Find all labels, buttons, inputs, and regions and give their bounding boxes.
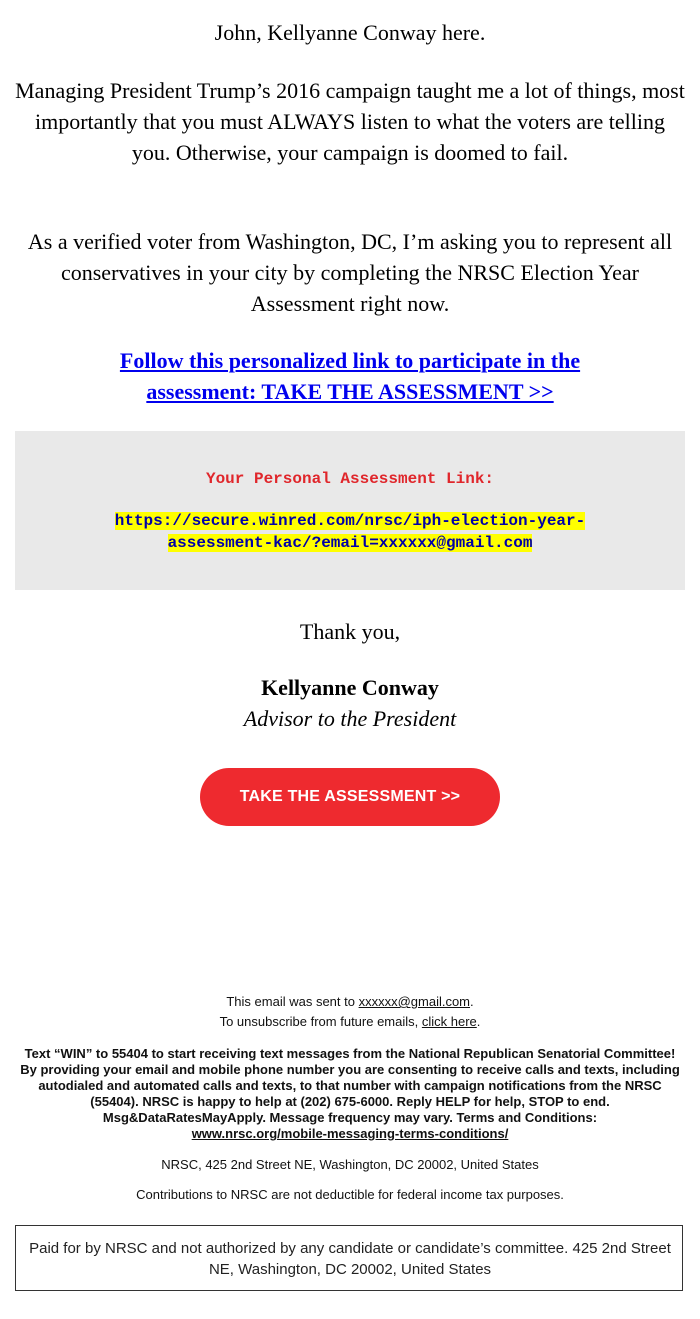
assessment-link-line1: Follow this personalized link to participate in the — [119, 348, 581, 373]
sent-to-suffix: . — [470, 994, 474, 1009]
unsubscribe-suffix: . — [476, 1014, 481, 1029]
personal-link-label: Your Personal Assessment Link: — [205, 470, 495, 488]
sms-disclosure — [15, 1046, 685, 1142]
sent-to-prefix: This email was sent to — [226, 994, 359, 1009]
unsubscribe-notice — [15, 1013, 685, 1030]
personal-link-url-line1[interactable]: https://secure.winred.com/nrsc/iph-election-year- — [114, 512, 586, 530]
assessment-link-paragraph — [15, 345, 685, 407]
paid-for-disclaimer: Paid for by NRSC and not authorized by any candidate or candidate’s committee. 425 2nd Street NE, Washington, DC 20002, United States — [29, 1240, 671, 1278]
tax-deductibility-note: Contributions to NRSC are not deductible for federal income tax purposes. — [136, 1187, 564, 1202]
assessment-text-link[interactable] — [120, 348, 580, 404]
signer-name: Kellyanne Conway — [261, 675, 439, 700]
terms-conditions-link[interactable]: www.nrsc.org/mobile-messaging-terms-conditions/ — [191, 1126, 509, 1141]
unsubscribe-link[interactable]: click here — [421, 1014, 477, 1029]
take-assessment-button[interactable]: TAKE THE ASSESSMENT >> — [200, 768, 500, 826]
sms-disclosure-text: Text “WIN” to 55404 to start receiving text messages from the National Republican Senatorial Committee! By providing your email and mobile phone number you are consenting to receive calls and texts, including autodialed and automated calls and texts, to that number with campaign notifications from the NRSC (55404). NRSC is happy to help at (202) 675-6000. Reply HELP for help, STOP to end. Msg&DataRatesMayApply. Message frequency may vary. Terms and Conditions: — [20, 1046, 680, 1125]
personal-link-url-line2[interactable]: assessment-kac/?email=xxxxxx@gmail.com — [167, 534, 533, 552]
personal-link-url[interactable] — [45, 510, 655, 554]
request-paragraph: As a verified voter from Washington, DC, I’m asking you to represent all conservatives in your city by completing the NRSC Election Year Assessment right now. — [27, 229, 673, 316]
unsubscribe-prefix: To unsubscribe from future emails, — [219, 1014, 422, 1029]
closing-thanks: Thank you, — [299, 619, 401, 644]
signer-title: Advisor to the President — [243, 706, 457, 731]
greeting: John, Kellyanne Conway here. — [214, 20, 486, 45]
assessment-link-line2: assessment: TAKE THE ASSESSMENT >> — [146, 379, 554, 404]
mailing-address: NRSC, 425 2nd Street NE, Washington, DC 20002, United States — [161, 1157, 539, 1172]
intro-paragraph: Managing President Trump’s 2016 campaign taught me a lot of things, most importantly that you must ALWAYS listen to what the voters are telling you. Otherwise, your campaign is doomed to fail. — [15, 78, 685, 165]
personal-assessment-box — [15, 431, 685, 590]
recipient-email-link[interactable]: xxxxxx@gmail.com — [358, 994, 471, 1009]
paid-for-disclaimer-box — [15, 1225, 683, 1291]
sent-to-notice — [15, 993, 685, 1010]
